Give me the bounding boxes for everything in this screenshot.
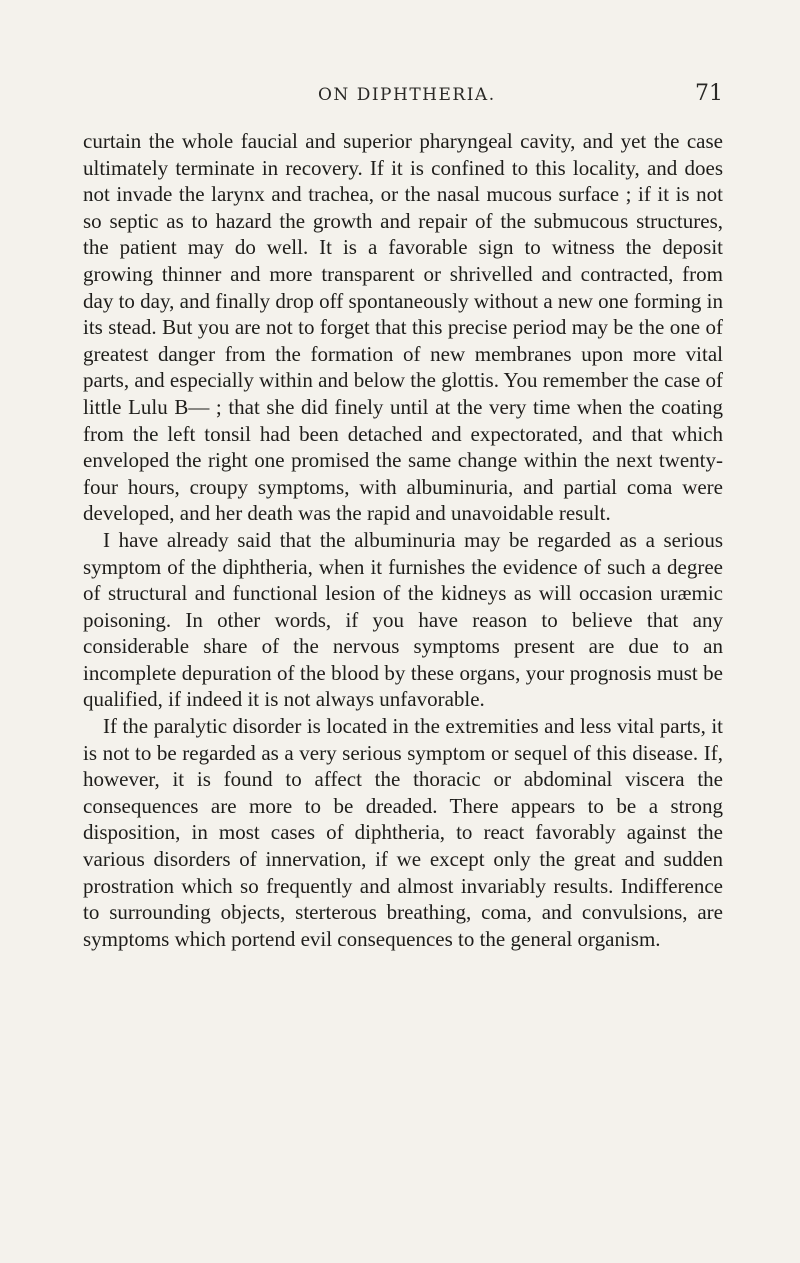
paragraph-albuminuria: I have already said that the albuminuria may be regarded as a serious symptom of the diphtheria, when it furnishes the evidence of such a degree of structural and functional lesion of the kidneys as will occasion uræmic poisoning. In other words, if you have reason to believe that any considerable share of the nervous symptoms present are due to an incomplete depuration of the blood by these organs, your prognosis must be qualified, if indeed it is not always unfavorable. [83,527,723,712]
running-title: ON DIPHTHERIA. [318,85,496,105]
paragraph-continued: curtain the whole faucial and superior pharyngeal cavity, and yet the case ultimately terminate in recovery. If it is confined to this locality, and does not invade the larynx and trachea, or the nasal mucous surface ; if it is not so septic as to hazard the growth and repair of the submucous structures, the patient may do well. It is a favorable sign to witness the deposit growing thinner and more transparent or shrivelled and contracted, from day to day, and finally drop off spontaneously without a new one forming in its stead. But you are not to forget that this precise period may be the one of greatest danger from the formation of new membranes upon more vital parts, and especially within and below the glottis. You remember the case of little Lulu B— ; that she did finely until at the very time when the coating from the left tonsil had been detached and expectorated, and that which enveloped the right one promised the same change within the next twenty-four hours, croupy symptoms, with albuminuria, and partial coma were developed, and her death was the rapid and unavoidable result. [83,129,723,526]
paragraph-paralytic-disorder: If the paralytic disorder is located in the extremities and less vital parts, it is not to be regarded as a very serious symptom or sequel of this disease. If, however, it is found to affect the thoracic or abdominal viscera the consequences are more to be dreaded. There appears to be a strong disposition, in most cases of diphtheria, to react favorably against the various disorders of innervation, if we except only the great and sudden prostration which so frequently and almost invariably results. Indifference to surrounding objects, sterterous breathing, coma, and convulsions, are symptoms which portend evil consequences to the general organism. [83,714,723,951]
running-head [0,81,800,111]
body-text [83,128,723,952]
page-number: 71 [695,81,723,106]
